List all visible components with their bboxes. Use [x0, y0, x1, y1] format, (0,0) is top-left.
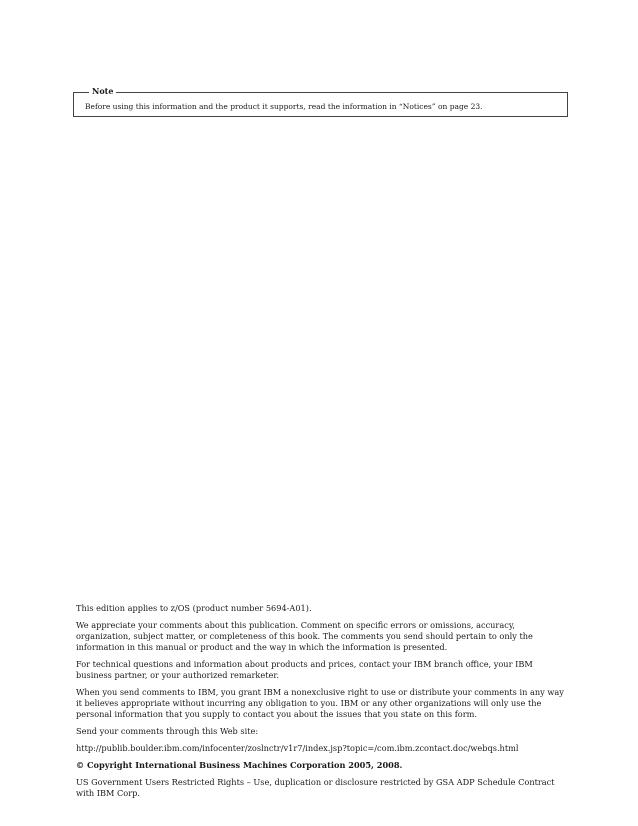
- edition-paragraph: When you send comments to IBM, you grant IBM a nonexclusive right to use or distribute your comments in any way it believes appropriate without incurring any obligation to you. IBM or any other organizations will only use the personal information that you supply to contact you about the issues that you state on this form.: [76, 687, 564, 719]
- edition-notice: [76, 603, 566, 805]
- edition-paragraph: For technical questions and information about products and prices, contact your IBM branch office, your IBM business partner, or your authorized remarketer.: [76, 659, 533, 680]
- copyright-text: US Government Users Restricted Rights – Use, duplication or disclosure restricted by GSA ADP Schedule Contract with IBM Corp.: [76, 777, 555, 798]
- note-label: Note: [89, 85, 116, 97]
- copyright-title: © Copyright International Business Machines Corporation 2005, 2008.: [76, 760, 403, 770]
- edition-paragraph: This edition applies to z/OS (product number 5694-A01).: [76, 603, 312, 613]
- comments-url[interactable]: http://publib.boulder.ibm.com/infocenter/zoslnctr/v1r7/index.jsp?topic=/com.ibm.zcontact.doc/webqs.html: [76, 743, 519, 753]
- note-text: Before using this information and the product it supports, read the information in “Notices” on page 23.: [85, 102, 483, 111]
- edition-paragraph: Send your comments through this Web site:: [76, 726, 259, 736]
- edition-paragraph: We appreciate your comments about this publication. Comment on specific errors or omissions, accuracy, organization, subject matter, or completeness of this book. The comments you send should pertain to only the information in this manual or product and the way in which the information is presented.: [76, 620, 533, 652]
